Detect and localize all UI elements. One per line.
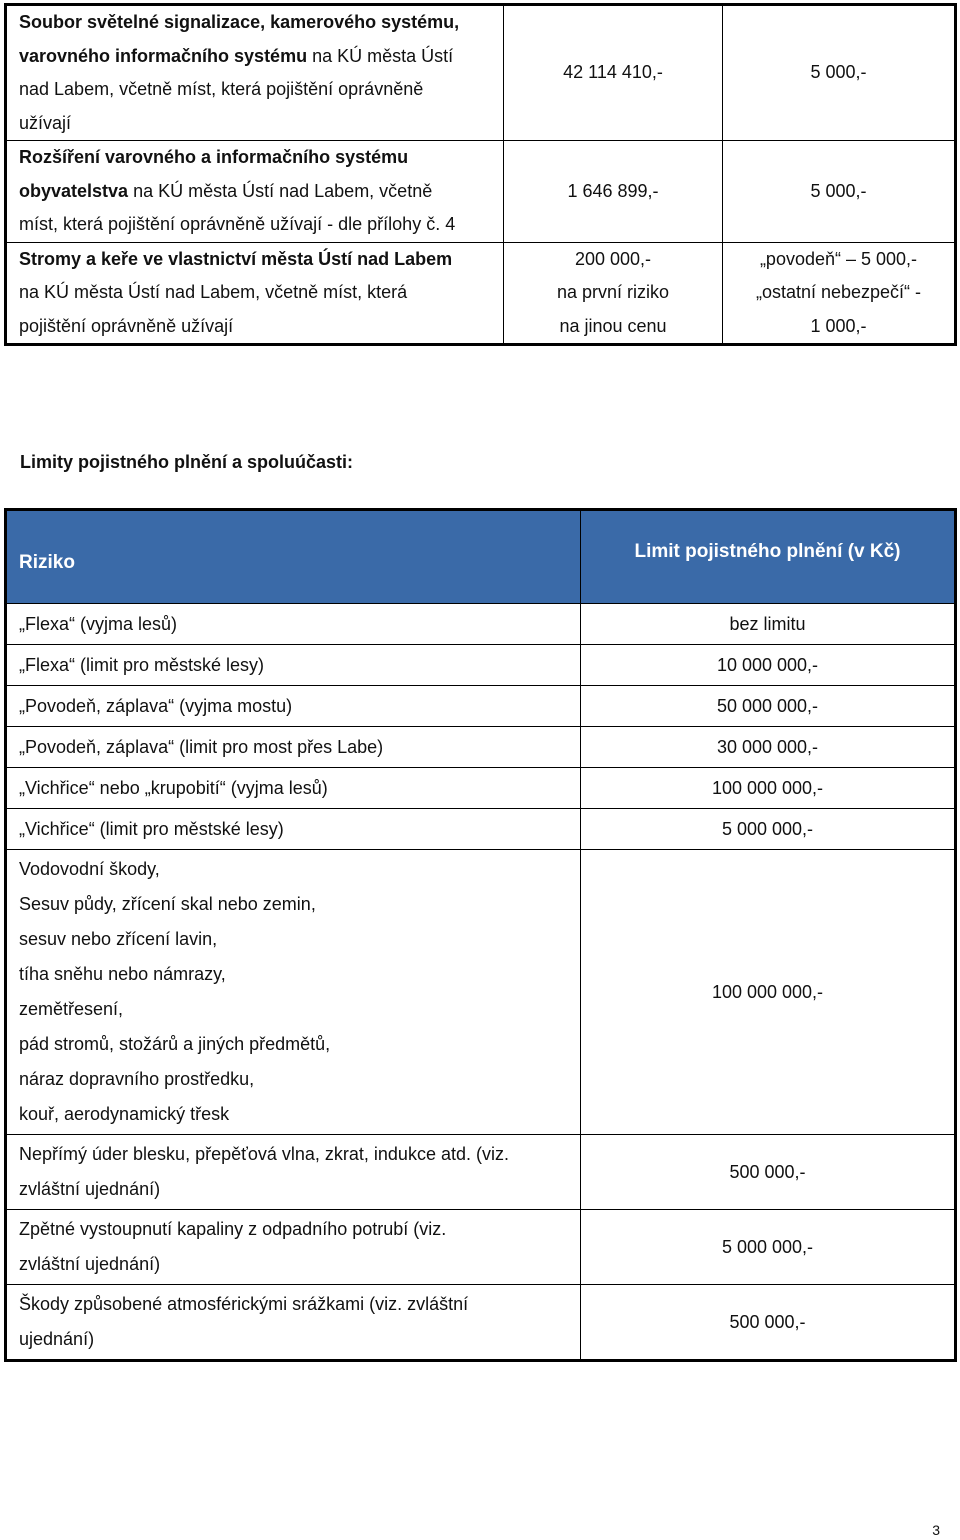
description-text: míst, která pojištění oprávněně užívají - dle přílohy č. 4 [19,214,456,234]
description-text: pojištění oprávněně užívají [19,315,234,336]
insured-value-line: na první riziko [556,282,670,302]
limits-table [4,508,957,1362]
insured-objects-body [6,5,956,345]
insured-value-line: na jinou cenu [559,315,667,336]
risk-line: „Flexa“ (vyjma lesů) [19,614,178,634]
insured-value [504,141,723,243]
description-line [19,276,503,310]
deductible [723,5,956,141]
table-row [6,768,956,809]
table-row [6,604,956,645]
risk-cell [6,1285,581,1361]
risk-line: ujednání) [19,1329,95,1349]
table-row [6,1135,956,1210]
insured-value-line: 42 114 410,- [563,62,663,83]
risk-cell [6,645,581,686]
deductible [723,141,956,243]
description-text: nad Labem, včetně míst, která pojištění oprávněně [19,79,424,99]
limit-cell: 5 000 000,- [581,809,956,850]
risk-cell [6,809,581,850]
deductible-line: 5 000,- [810,180,867,201]
object-description [6,141,504,243]
risk-cell [6,1135,581,1210]
risk-line: pád stromů, stožárů a jiných předmětů, [19,1034,331,1054]
description-line [19,243,503,277]
risk-line: náraz dopravního prostředku, [19,1069,255,1089]
insured-value-line: 1 646 899,- [567,180,659,201]
table-row [6,809,956,850]
object-description [6,5,504,141]
risk-cell [6,768,581,809]
page-number: 3 [932,1522,940,1538]
limit-cell: bez limitu [581,604,956,645]
risk-line: zvláštní ujednání) [19,1179,161,1199]
deductible [723,242,956,345]
table-row [6,727,956,768]
object-row [6,141,956,243]
risk-line: tíha sněhu nebo námrazy, [19,964,226,984]
description-line [19,40,503,74]
risk-line: zvláštní ujednání) [19,1254,161,1274]
description-bold-text: obyvatelstva [19,180,129,201]
table-row [6,686,956,727]
risk-cell [6,604,581,645]
description-text: na KÚ města Ústí nad Labem, včetně [128,180,433,201]
risk-line: „Povodeň, záplava“ (vyjma mostu) [19,696,293,716]
limit-cell: 5 000 000,- [581,1210,956,1285]
description-line [19,208,503,242]
limit-cell: 10 000 000,- [581,645,956,686]
description-bold-text: Soubor světelné signalizace, kamerového systému, [19,12,460,32]
deductible-line: „ostatní nebezpečí“ - [755,282,922,302]
limit-cell: 50 000 000,- [581,686,956,727]
object-description [6,242,504,345]
limit-cell: 500 000,- [581,1135,956,1210]
risk-line: zemětřesení, [19,999,124,1019]
description-text: na KÚ města Ústí nad Labem, včetně míst, která [19,282,408,302]
deductible-line: „povodeň“ – 5 000,- [759,248,918,269]
risk-line: Sesuv půdy, zřícení skal nebo zemin, [19,894,316,914]
table-row [6,1285,956,1361]
description-line [19,107,503,141]
description-line [19,141,503,175]
limits-body [6,604,956,1361]
object-row [6,242,956,345]
risk-cell [6,1210,581,1285]
limit-cell: 30 000 000,- [581,727,956,768]
header-limit: Limit pojistného plnění (v Kč) [581,510,956,604]
risk-line: Škody způsobené atmosférickými srážkami (viz. zvláštní [19,1294,469,1314]
limit-cell: 100 000 000,- [581,850,956,1135]
description-bold-text: Rozšíření varovného a informačního systému [19,147,409,167]
risk-line: „Vichřice“ nebo „krupobití“ (vyjma lesů) [19,778,328,798]
table-row [6,850,956,1135]
risk-cell [6,686,581,727]
limit-cell: 500 000,- [581,1285,956,1361]
description-line [19,310,503,344]
risk-line: Vodovodní škody, [19,859,160,879]
description-line [19,175,503,209]
limit-cell: 100 000 000,- [581,768,956,809]
insured-objects-table [4,3,957,346]
insured-value-line: 200 000,- [574,248,652,269]
deductible-line: 5 000,- [810,62,867,83]
insured-value [504,5,723,141]
header-risk: Riziko [6,510,581,604]
section-title: Limity pojistného plnění a spoluúčasti: [20,452,354,472]
table-row [6,645,956,686]
description-bold-text: Stromy a keře ve vlastnictví města Ústí nad Labem [19,248,453,269]
risk-line: „Vichřice“ (limit pro městské lesy) [19,819,284,839]
risk-cell [6,727,581,768]
risk-line: Nepřímý úder blesku, přepěťová vlna, zkrat, indukce atd. (viz. [19,1144,509,1164]
object-row [6,5,956,141]
insured-value [504,242,723,345]
description-line [19,6,503,40]
description-text: užívají [19,112,72,133]
risk-line: kouř, aerodynamický třesk [19,1104,230,1124]
description-line [19,73,503,107]
description-text: na KÚ města Ústí [307,45,454,66]
description-bold-text: varovného informačního systému [19,45,308,66]
risk-line: Zpětné vystoupnutí kapaliny z odpadního potrubí (viz. [19,1219,447,1239]
risk-line: sesuv nebo zřícení lavin, [19,929,218,949]
table-row [6,1210,956,1285]
limits-header-row [6,510,956,604]
risk-cell [6,850,581,1135]
deductible-line: 1 000,- [810,315,867,336]
risk-line: „Povodeň, záplava“ (limit pro most přes Labe) [19,737,384,757]
risk-line: „Flexa“ (limit pro městské lesy) [19,655,265,675]
